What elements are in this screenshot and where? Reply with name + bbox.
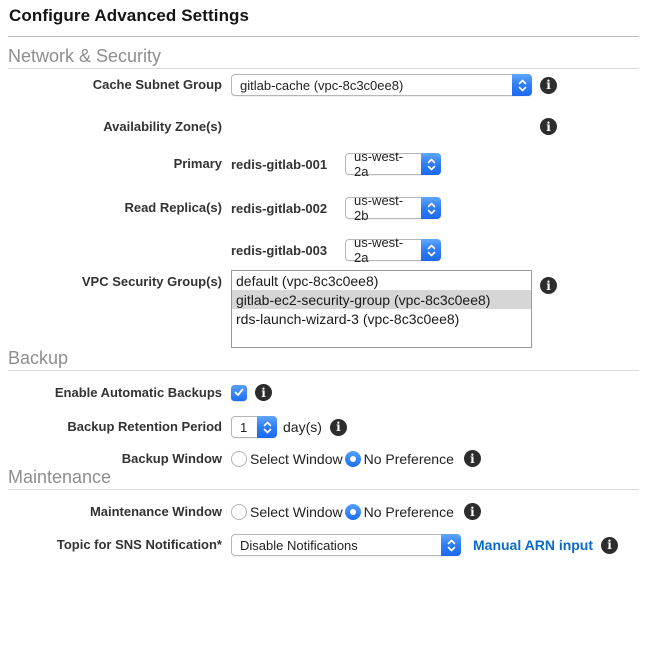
chevron-updown-icon	[421, 239, 441, 261]
info-icon[interactable]: i	[540, 77, 557, 94]
availability-zones-label: Availability Zone(s)	[103, 118, 222, 134]
row-availability-zones	[8, 118, 639, 135]
backup-window-no-preference-label: No Preference	[363, 450, 454, 467]
sns-topic-select[interactable]	[231, 534, 461, 556]
replica-node-name: redis-gitlab-002	[231, 200, 328, 216]
backup-retention-period-label: Backup Retention Period	[67, 419, 222, 434]
read-replicas-label: Read Replica(s)	[124, 200, 222, 215]
maintenance-window-select-window-radio[interactable]	[231, 504, 247, 520]
row-maintenance-window	[8, 503, 639, 520]
row-read-replica-1	[8, 193, 639, 223]
row-cache-subnet-group	[8, 74, 639, 96]
listbox-option-selected[interactable]: gitlab-ec2-security-group (vpc-8c3c0ee8)	[232, 290, 531, 309]
replica-1-zone-select[interactable]	[345, 193, 441, 223]
chevron-updown-icon	[512, 74, 532, 96]
row-vpc-security-groups	[8, 270, 639, 348]
chevron-updown-icon	[421, 197, 441, 219]
replica-2-zone-value: us-west-2a	[354, 235, 404, 265]
backup-retention-period-select[interactable]	[231, 416, 277, 438]
enable-automatic-backups-checkbox[interactable]	[231, 385, 247, 401]
cache-subnet-group-label: Cache Subnet Group	[92, 77, 222, 92]
row-read-replica-2	[8, 235, 639, 265]
row-backup-retention-period	[8, 416, 639, 438]
section-heading-backup: Backup	[8, 348, 639, 371]
sns-topic-label: Topic for SNS Notification*	[56, 537, 222, 552]
listbox-option[interactable]: default (vpc-8c3c0ee8)	[236, 273, 379, 289]
title-divider	[8, 36, 639, 37]
manual-arn-input-link[interactable]: Manual ARN input	[473, 537, 594, 553]
listbox-option[interactable]: rds-launch-wizard-3 (vpc-8c3c0ee8)	[236, 311, 460, 327]
listbox-option-empty[interactable]	[232, 328, 531, 347]
maintenance-window-no-preference-label: No Preference	[363, 503, 454, 520]
cache-subnet-group-select[interactable]	[231, 74, 532, 96]
backup-window-no-preference-radio[interactable]	[345, 451, 361, 467]
primary-zone-value: us-west-2a	[354, 149, 404, 179]
page-title: Configure Advanced Settings	[9, 6, 250, 25]
cache-subnet-group-value: gitlab-cache (vpc-8c3c0ee8)	[240, 77, 404, 93]
info-icon[interactable]: i	[540, 277, 557, 294]
sns-topic-value: Disable Notifications	[240, 537, 358, 553]
primary-node-name: redis-gitlab-001	[231, 156, 328, 172]
replica-1-zone-value: us-west-2b	[354, 193, 404, 223]
retention-period-suffix: day(s)	[283, 419, 322, 435]
vpc-security-groups-label: VPC Security Group(s)	[81, 274, 222, 289]
replica-2-zone-select[interactable]	[345, 235, 441, 265]
enable-automatic-backups-label: Enable Automatic Backups	[54, 384, 222, 400]
backup-retention-period-value: 1	[240, 419, 248, 435]
replica-node-name: redis-gitlab-003	[231, 242, 328, 258]
row-sns-topic	[8, 534, 639, 556]
maintenance-window-select-window-label: Select Window	[250, 503, 343, 520]
section-heading-network-security: Network & Security	[8, 46, 639, 69]
primary-zone-select[interactable]	[345, 149, 441, 179]
backup-window-select-window-radio[interactable]	[231, 451, 247, 467]
info-icon[interactable]: i	[540, 118, 557, 135]
row-enable-automatic-backups	[8, 384, 639, 401]
chevron-updown-icon	[421, 153, 441, 175]
info-icon[interactable]: i	[330, 419, 347, 436]
primary-label: Primary	[173, 156, 222, 171]
chevron-updown-icon	[257, 416, 277, 438]
info-icon[interactable]: i	[464, 450, 481, 467]
row-backup-window	[8, 450, 639, 467]
maintenance-window-no-preference-radio[interactable]	[345, 504, 361, 520]
backup-window-label: Backup Window	[121, 450, 222, 466]
section-heading-maintenance: Maintenance	[8, 467, 639, 490]
info-icon[interactable]: i	[255, 384, 272, 401]
vpc-security-groups-listbox[interactable]	[231, 270, 532, 348]
info-icon[interactable]: i	[601, 537, 618, 554]
info-icon[interactable]: i	[464, 503, 481, 520]
chevron-updown-icon	[441, 534, 461, 556]
row-primary	[8, 149, 639, 179]
maintenance-window-label: Maintenance Window	[89, 503, 222, 519]
backup-window-select-window-label: Select Window	[250, 450, 343, 467]
